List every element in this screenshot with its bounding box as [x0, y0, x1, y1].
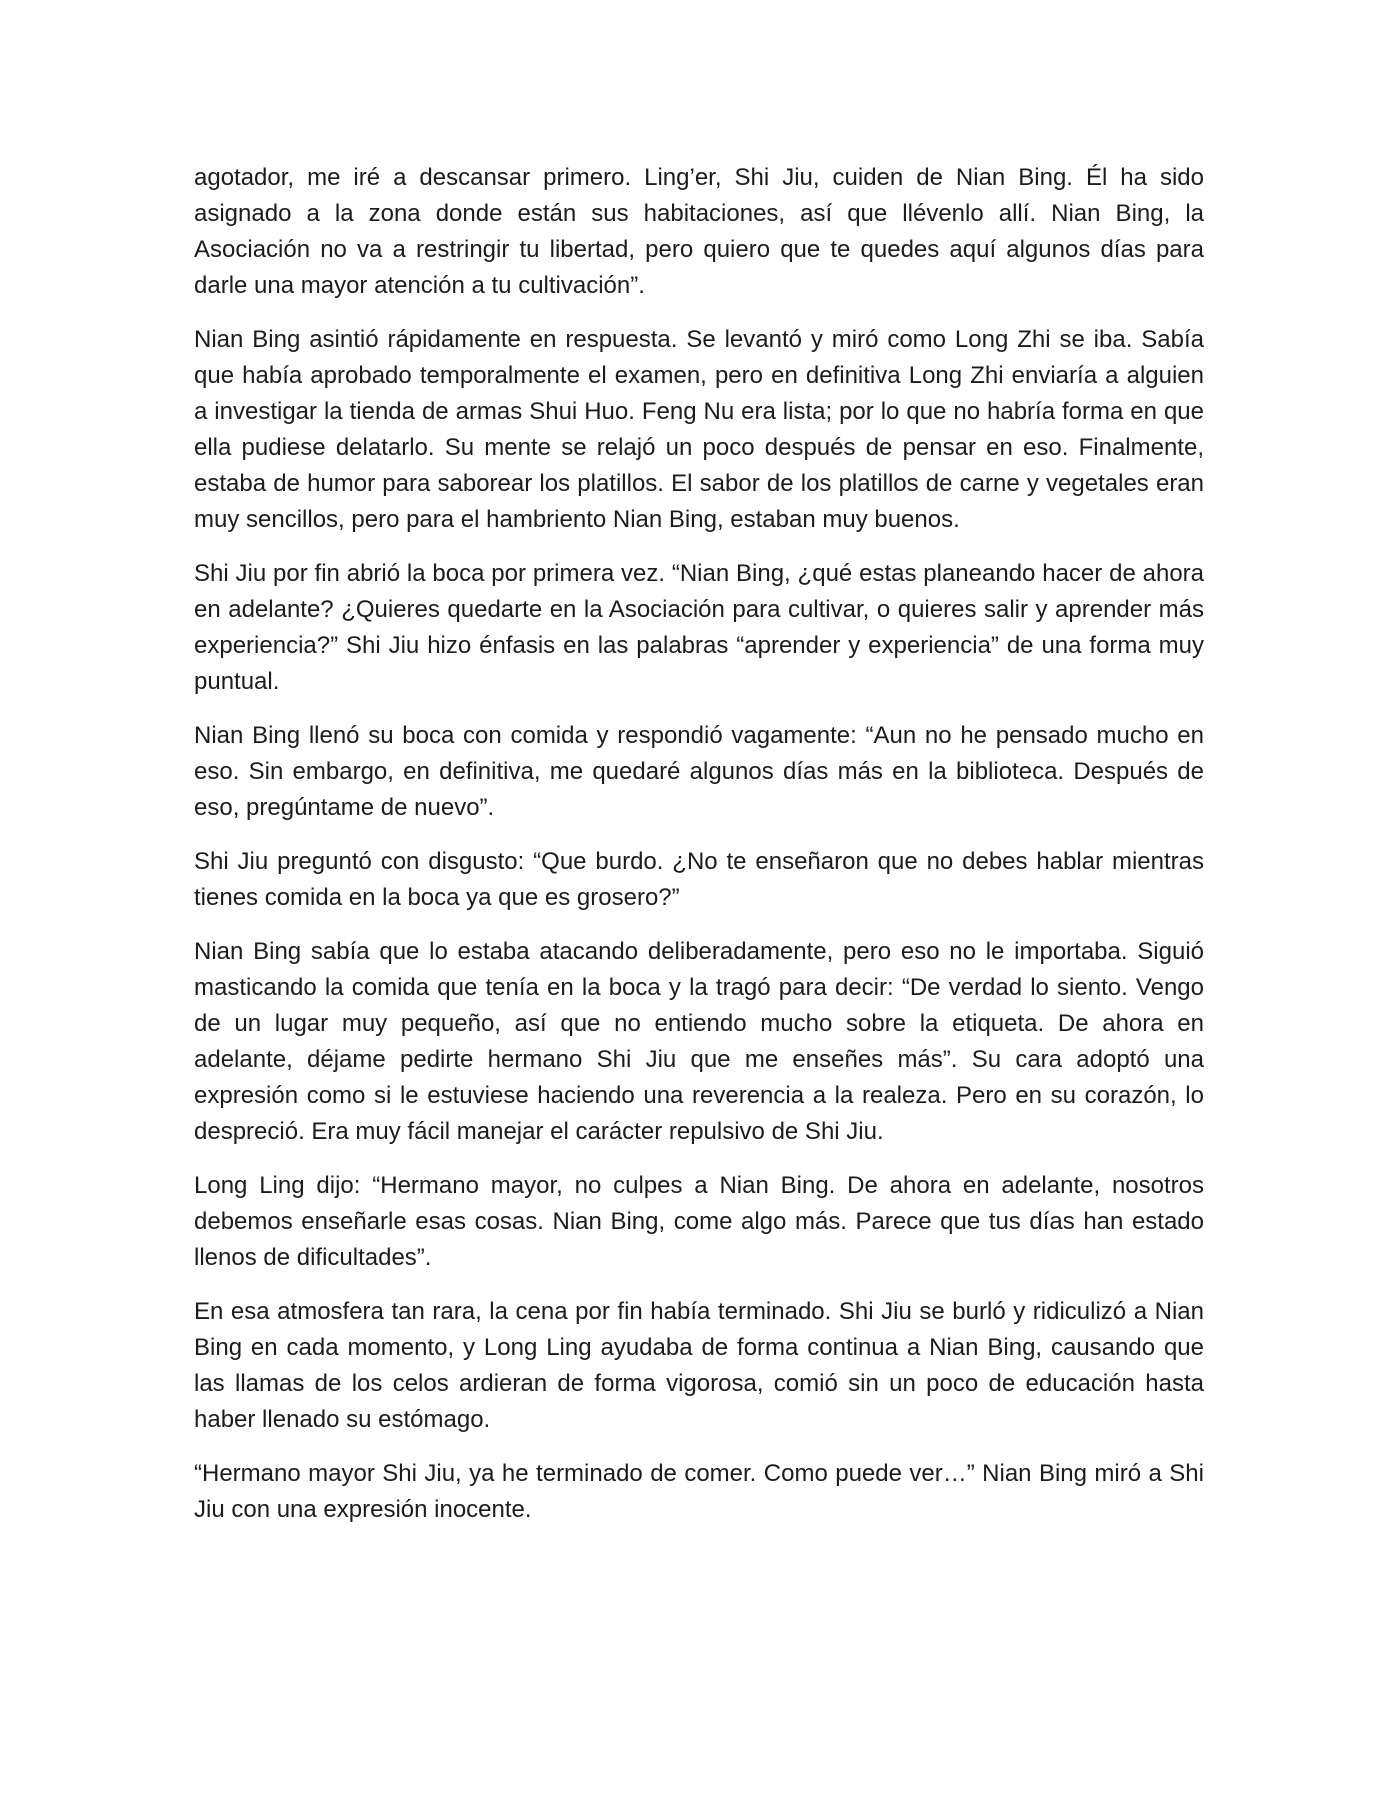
paragraph: En esa atmosfera tan rara, la cena por fin había terminado. Shi Jiu se burló y ridiculizó a Nian Bing en cada momento, y Long Ling ayudaba de forma continua a Nian Bing, causando que las llamas de los celos ardieran de forma vigorosa, comió sin un poco de educación hasta haber llenado su estómago. [194, 1298, 1204, 1433]
paragraph: Nian Bing sabía que lo estaba atacando deliberadamente, pero eso no le importaba. Siguió masticando la comida que tenía en la boca y la tragó para decir: “De verdad lo siento. Vengo de un lugar muy pequeño, así que no entiendo mucho sobre la etiqueta. De ahora en adelante, déjame pedirte hermano Shi Jiu que me enseñes más”. Su cara adoptó una expresión como si le estuviese haciendo una reverencia a la realeza. Pero en su corazón, lo despreció. Era muy fácil manejar el carácter repulsivo de Shi Jiu. [194, 938, 1204, 1145]
paragraph: “Hermano mayor Shi Jiu, ya he terminado de comer. Como puede ver…” Nian Bing miró a Shi Jiu con una expresión inocente. [194, 1460, 1204, 1523]
paragraph: Nian Bing asintió rápidamente en respuesta. Se levantó y miró como Long Zhi se iba. Sabía que había aprobado temporalmente el examen, pero en definitiva Long Zhi enviaría a alguien a investigar la tienda de armas Shui Huo. Feng Nu era lista; por lo que no habría forma en que ella pudiese delatarlo. Su mente se relajó un poco después de pensar en eso. Finalmente, estaba de humor para saborear los platillos. El sabor de los platillos de carne y vegetales eran muy sencillos, pero para el hambriento Nian Bing, estaban muy buenos. [194, 326, 1204, 533]
paragraph: Long Ling dijo: “Hermano mayor, no culpes a Nian Bing. De ahora en adelante, nosotros debemos enseñarle esas cosas. Nian Bing, come algo más. Parece que tus días han estado llenos de dificultades”. [194, 1172, 1204, 1271]
paragraph: Shi Jiu por fin abrió la boca por primera vez. “Nian Bing, ¿qué estas planeando hacer de ahora en adelante? ¿Quieres quedarte en la Asociación para cultivar, o quieres salir y aprender más experiencia?” Shi Jiu hizo énfasis en las palabras “aprender y experiencia” de una forma muy puntual. [194, 560, 1204, 695]
document-body [194, 160, 1204, 1546]
paragraph: Nian Bing llenó su boca con comida y respondió vagamente: “Aun no he pensado mucho en eso. Sin embargo, en definitiva, me quedaré algunos días más en la biblioteca. Después de eso, pregúntame de nuevo”. [194, 722, 1204, 821]
paragraph: Shi Jiu preguntó con disgusto: “Que burdo. ¿No te enseñaron que no debes hablar mientras tienes comida en la boca ya que es grosero?” [194, 848, 1204, 911]
paragraph: agotador, me iré a descansar primero. Ling’er, Shi Jiu, cuiden de Nian Bing. Él ha sido asignado a la zona donde están sus habitaciones, así que llévenlo allí. Nian Bing, la Asociación no va a restringir tu libertad, pero quiero que te quedes aquí algunos días para darle una mayor atención a tu cultivación”. [194, 164, 1204, 299]
